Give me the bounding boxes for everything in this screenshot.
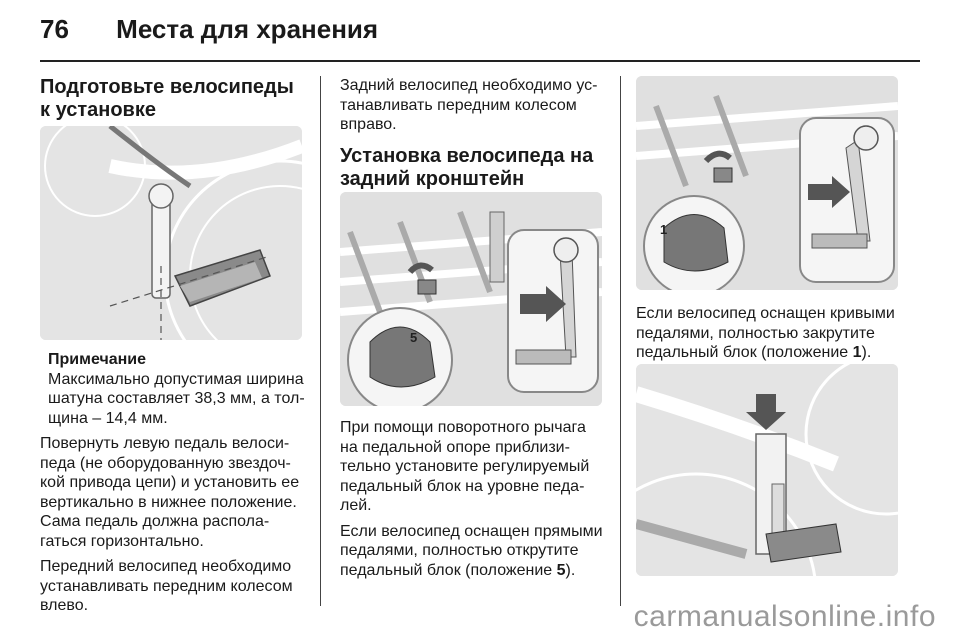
position-number-1: 1 bbox=[852, 344, 862, 361]
figure-pedal-vertical bbox=[40, 126, 302, 340]
page-number: 76 bbox=[40, 14, 69, 44]
column-3-text bbox=[636, 304, 906, 369]
paragraph-front-bike: Передний велосипед необходимо устанавливать передним колесом влево. bbox=[40, 558, 293, 614]
pedal-block-closed-illustration bbox=[636, 76, 898, 290]
watermark: carmanualsonline.info bbox=[633, 600, 936, 633]
paragraph-curved-pedals: Если велосипед оснащен кривыми педалями, полностью закрутите педальный блок (положение 1). bbox=[636, 305, 895, 361]
paragraph-turn-pedal: Повернуть левую педаль велоси- педа (не оборудованную звездоч- кой привода цепи) и установить ее вертикально в нижнее положение. Сама педаль должна распола- гаться горизонтально. bbox=[40, 435, 300, 550]
figure-pedal-block-closed bbox=[636, 76, 898, 290]
page-title: Места для хранения bbox=[116, 14, 379, 44]
section-heading-prepare: Подготовьте велосипеды к установке bbox=[40, 76, 294, 121]
page-header bbox=[40, 14, 378, 45]
callout-number-5: 5 bbox=[410, 330, 418, 345]
column-divider-1 bbox=[320, 76, 321, 606]
note-title: Примечание bbox=[48, 351, 147, 368]
column-2-text bbox=[340, 418, 608, 586]
header-rule bbox=[40, 60, 920, 62]
paragraph-rear-bike: Задний велосипед необходимо ус- танавливать передним колесом вправо. bbox=[340, 77, 598, 133]
section-heading-install: Установка велосипеда на задний кронштейн bbox=[340, 144, 594, 190]
pedal-block-illustration bbox=[340, 192, 602, 406]
paragraph-straight-pedals: Если велосипед оснащен прямыми педалями, полностью открутите педальный блок (положение 5). bbox=[340, 522, 603, 579]
figure-pedal-block-open bbox=[340, 192, 602, 406]
position-number-5: 5 bbox=[556, 561, 566, 579]
pedal-illustration bbox=[40, 126, 302, 340]
column-1 bbox=[40, 76, 308, 130]
column-divider-2 bbox=[620, 76, 621, 606]
column-1-text bbox=[40, 350, 308, 622]
bike-mounted-illustration bbox=[636, 364, 898, 576]
column-2 bbox=[340, 76, 608, 199]
paragraph-lever: При помощи поворотного рычага на педальной опоре приблизи- тельно установите регулируемый педальный блок на уровне педа- лей. bbox=[340, 419, 590, 514]
note-text: Максимально допустимая ширина шатуна составляет 38,3 мм, а тол- щина – 14,4 мм. bbox=[48, 370, 305, 427]
figure-bike-mounted bbox=[636, 364, 898, 576]
callout-number-1: 1 bbox=[660, 222, 668, 237]
